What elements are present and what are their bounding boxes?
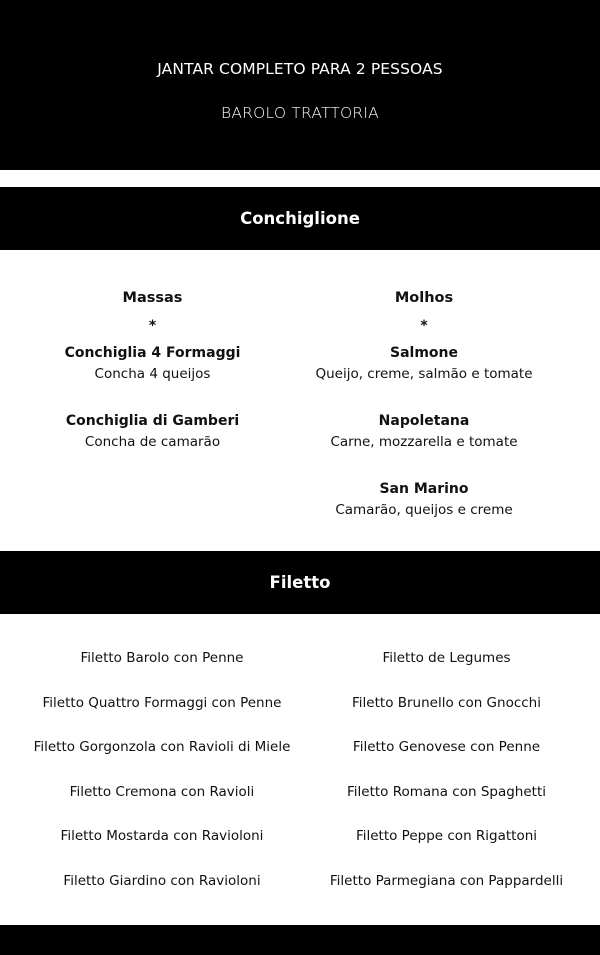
molhos-separator: * [420,318,428,334]
filetto-list-left [0,649,324,916]
item-name: Conchiglia 4 Formaggi [64,345,241,361]
item-description: Concha de camarão [84,434,221,450]
list-item: Filetto Cremona con Ravioli [69,783,255,800]
item-name: Conchiglia di Gamberi [65,413,240,429]
list-item: Filetto Peppe con Rigattoni [355,828,538,844]
item-description: Concha 4 queijos [94,366,211,382]
list-item: Filetto Mostarda con Ravioloni [60,828,264,844]
list-item [0,412,305,451]
item-description: Queijo, creme, salmão e tomate [315,366,533,382]
footer-bar [0,925,600,955]
molhos-heading: Molhos [394,290,454,306]
section-title-conchiglione: Conchiglione [0,187,600,250]
item-name: San Marino [379,481,469,497]
massas-column [0,289,305,480]
list-item: Filetto de Legumes [382,650,511,666]
menu-header [0,0,600,170]
item-description: Carne, mozzarella e tomate [330,434,518,450]
list-item [305,344,543,383]
list-item [305,480,543,519]
massas-heading: Massas [122,290,183,306]
section-title-filetto: Filetto [0,551,600,614]
menu-title: JANTAR COMPLETO PARA 2 PESSOAS [157,60,443,78]
item-description: Camarão, queijos e creme [335,502,513,518]
filetto-list-right [324,649,569,916]
massas-separator: * [148,318,157,334]
list-item: Filetto Parmegiana con Pappardelli [329,872,564,889]
item-name: Napoletana [378,413,470,429]
list-item: Filetto Giardino con Ravioloni [63,872,261,889]
list-item [0,344,305,383]
list-item [305,412,543,451]
list-item: Filetto Gorgonzola con Ravioli di Miele [33,739,291,755]
molhos-column [305,289,543,548]
list-item: Filetto Romana con Spaghetti [346,783,546,800]
list-item: Filetto Genovese con Penne [352,739,541,755]
list-item: Filetto Brunello con Gnocchi [352,694,541,711]
list-item: Filetto Barolo con Penne [80,650,244,666]
item-name: Salmone [390,345,458,361]
restaurant-name: BAROLO TRATTORIA [221,104,379,122]
list-item: Filetto Quattro Formaggi con Penne [42,694,282,711]
